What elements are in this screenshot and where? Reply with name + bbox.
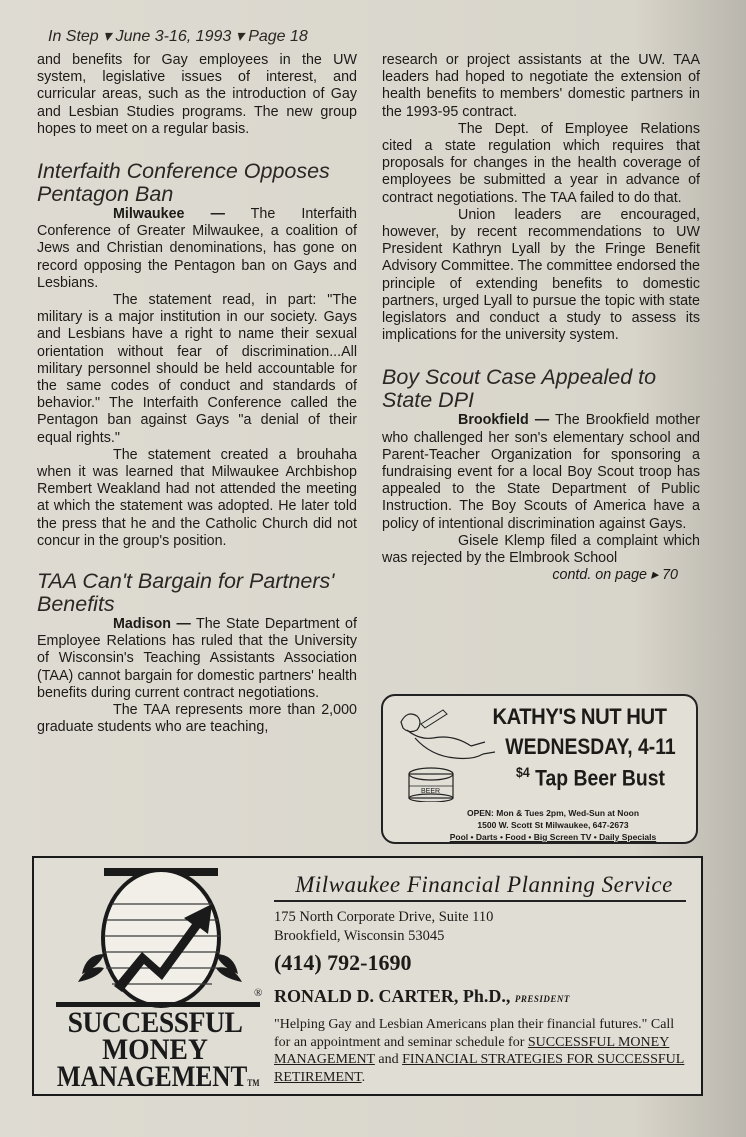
and-text: and [374, 1052, 403, 1068]
financial-name [274, 986, 570, 1007]
trademark: TM [247, 1078, 260, 1088]
advisor-name: RONALD D. CARTER, Ph.D., [274, 986, 515, 1006]
end-text: . [361, 1069, 366, 1085]
dateline-brookfield: Brookfield — [458, 412, 550, 429]
article-interfaith-p3: The statement created a brouhaha when it was learned that Milwaukee Archbishop Rembert Weakland had not attended the meeting at which the statement was adopted. He later told the press that he and the Catholic Church did not concur in the group's position. [37, 446, 357, 549]
body-text: "Helping Gay and Lesbian Americans plan their financial futures." Call for an appointment and seminar schedule for [274, 1017, 675, 1050]
nut-hut-ad [381, 694, 698, 844]
dateline-milwaukee: Milwaukee — [113, 206, 225, 223]
brand-money: MONEY [102, 1033, 208, 1066]
article-scout-p2: Gisele Klemp filed a complaint which was rejected by the Elmbrook School [382, 532, 700, 567]
financial-address [274, 908, 493, 946]
address-line-2: Brookfield, Wisconsin 53045 [274, 928, 445, 944]
taa-continued-paragraph: research or project assistants at the UW. TAA leaders had hoped to negotiate the extension of health benefits to members' domestic partners in the 1993-95 contract. [382, 52, 700, 120]
seminar-link-money-management[interactable]: SUCCESSFUL MONEY MANAGEMENT [274, 1034, 670, 1068]
financial-ad-title: Milwaukee Financial Planning Service [295, 872, 673, 897]
article-interfaith-p1 [37, 206, 357, 292]
headline-boy-scout: Boy Scout Case Appealed to State DPI [382, 365, 657, 413]
title-rule [274, 900, 686, 902]
nut-hut-features: Pool • Darts • Food • Big Screen TV • Daily Specials [449, 832, 657, 842]
beer-price: $4 [516, 764, 530, 780]
brand-successful: SUCCESSFUL [67, 1006, 243, 1039]
financial-planning-ad [32, 856, 703, 1096]
headline-taa: TAA Can't Bargain for Partners' Benefits [37, 569, 335, 617]
article-interfaith-p2: The statement read, in part: "The military is a major institution in our society. Gays and Lesbians have a right to name their sexual orientation without fear of discrimination...All military personnel should be held accountable for the same codes of conduct and standards of behavior." The Interfaith Conference called the Pentagon ban against Gays "a denial of their equal rights." [37, 292, 357, 446]
nut-hut-day: WEDNESDAY, 4-11 [505, 734, 676, 759]
brand-management-text: MANAGEMENT [56, 1060, 248, 1093]
nut-hut-hours: OPEN: Mon & Tues 2pm, Wed-Sun at Noon [466, 808, 640, 818]
nut-hut-special [496, 764, 685, 791]
nut-hut-address: 1500 W. Scott St Milwaukee, 647-2673 [477, 820, 629, 830]
article-taa-p2: The TAA represents more than 2,000 graduate students who are teaching, [37, 702, 357, 736]
article-text: The Interfaith Conference of Greater Milwaukee, a coalition of Jews and Christian denominations, has gone on record opposing the Pentagon ban on Gays and Lesbians. [37, 206, 357, 291]
article-text: The State Department of Employee Relations has ruled that the University of Wisconsin's Teaching Assistants Association (TAA) cannot bargain for domestic partners' health benefits during current contract negotiations. [37, 616, 357, 701]
article-scout-p1 [382, 412, 700, 532]
taa-p4: Union leaders are encouraged, however, by recent recommendations to UW President Kathryn Lyall by the Fringe Benefit Advisory Committee. The committee endorsed the principle of extending benefits to domestic partners, urged Lyall to pursue the topic with state legislators and conduct a study to assess its implications for the university system. [382, 206, 700, 344]
article-text: The Brookfield mother who challenged her son's elementary school and Parent-Teacher Organization for sponsoring a fundraising event for a local Boy Scout troop has appealed to the State Department of Public Instruction. The Boy Scouts of America have a policy of intentional discrimination against Gays. [382, 412, 700, 532]
financial-phone: (414) 792-1690 [274, 950, 412, 975]
advisor-title: PRESIDENT [514, 994, 570, 1004]
address-line-1: 175 North Corporate Drive, Suite 110 [274, 909, 494, 925]
brand-management [56, 1060, 260, 1094]
barrel-label: BEER [421, 788, 441, 795]
right-column [382, 52, 700, 584]
taa-p3: The Dept. of Employee Relations cited a state regulation which requires that proposals for changes in the health coverage of employees be submitted a year in advance of contract negotiations. The TAA failed to do that. [382, 120, 700, 206]
beer-text: Tap Beer Bust [529, 765, 665, 791]
nut-hut-title: KATHY'S NUT HUT [492, 704, 667, 729]
registered-mark: ® [254, 987, 263, 999]
continued-on-page[interactable]: contd. on page ▸ 70 [552, 567, 678, 584]
left-column [37, 52, 357, 737]
dateline-madison: Madison — [113, 616, 191, 633]
seminar-link-retirement[interactable]: FINANCIAL STRATEGIES FOR SUCCESSFUL RETIREMENT [274, 1052, 685, 1085]
running-head: In Step ▾ June 3-16, 1993 ▾ Page 18 [48, 28, 308, 45]
financial-body [274, 1016, 694, 1086]
intro-paragraph: and benefits for Gay employees in the UW system, legislative issues of interest, and curricular areas, such as the introduction of Gay and Lesbian Studies programs. The new group hopes to meet on a regular basis. [37, 52, 357, 137]
headline-interfaith: Interfaith Conference Opposes Pentagon Ban [37, 159, 330, 207]
article-taa-p1 [37, 616, 357, 702]
